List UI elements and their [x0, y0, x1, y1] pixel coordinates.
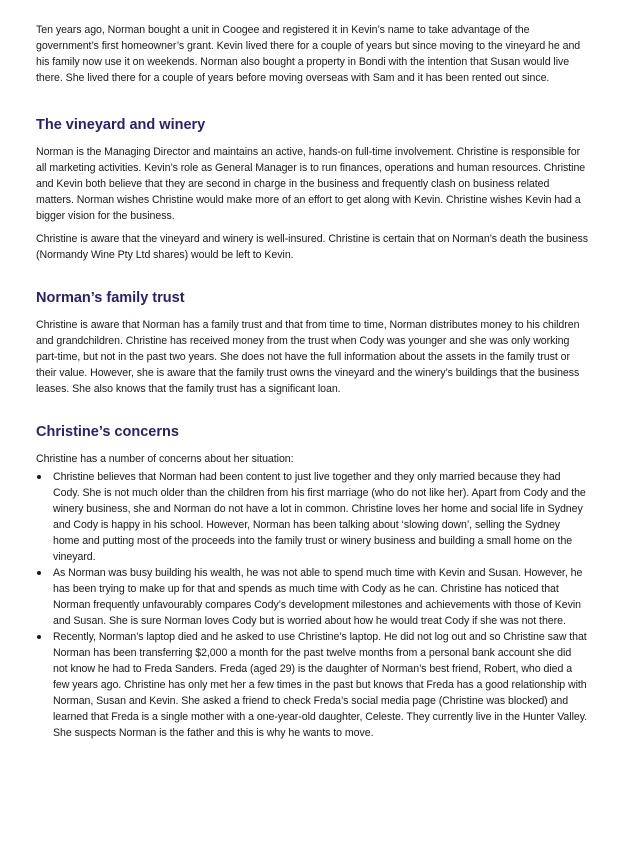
bullet-icon: [37, 571, 41, 575]
list-item: [36, 565, 588, 629]
concern-text: Christine believes that Norman had been content to just live together and they only married because they had Cody. She is not much older than the children from his first marriage (who do not like her). Apart from Cody and the winery business, she and Norman do not have a lot in common. Christine loves her home and social life in Sydney and Cody is happy in his school. However, Norman has been talking about ‘slowing down’, selling the Sydney home and putting most of the proceeds into the family trust or winery business and building a small home on the vineyard.: [53, 471, 586, 563]
list-item: [36, 469, 588, 565]
concerns-intro: Christine has a number of concerns about her situation:: [36, 453, 294, 465]
concerns-heading: Christine’s concerns: [36, 424, 179, 440]
document-page: [36, 22, 588, 741]
bullet-icon: [37, 475, 41, 479]
trust-heading: Norman’s family trust: [36, 290, 185, 306]
bullet-icon: [37, 635, 41, 639]
vineyard-paragraph-1: Norman is the Managing Director and maintains an active, hands-on full-time involvement. Christine is responsible for all marketing activities. Kevin’s role as General Manager is to run finances, operations and human resources. Christine and Kevin both believe that they are second in charge in the business and frequently clash on business related matters. Norman wishes Christine would make more of an effort to get along with Kevin. Christine wishes Kevin had a bigger vision for the business.: [36, 146, 586, 222]
concern-text: Recently, Norman’s laptop died and he asked to use Christine’s laptop. He did not log out and so Christine saw that Norman has been transferring $2,000 a month for the past twelve months from a personal bank account she did not know he had to Freda Sanders. Freda (aged 29) is the daughter of Norman’s best friend, Robert, who died a few years ago. Christine has only met her a few times in the past but knows that Freda has a good relationship with Norman, Susan and Kevin. She asked a friend to check Freda’s social media page (Christine was blocked) and learned that Freda is a single mother with a one-year-old daughter, Celeste. They currently live in the Hunter Valley. She suspects Norman is the father and this is why he wants to move.: [53, 631, 588, 739]
list-item: [36, 629, 588, 741]
concern-text: As Norman was busy building his wealth, he was not able to spend much time with Kevin and Susan. However, he has been trying to make up for that and spends as much time with Cody as he can. Christine has noticed that Norman frequently unfavourably compares Cody’s development milestones and achievements with those of Kevin and Susan. She is sure Norman loves Cody but is worried about how he would treat Cody if she was not there.: [53, 567, 583, 627]
vineyard-paragraph-2: Christine is aware that the vineyard and winery is well-insured. Christine is certain that on Norman’s death the business (Normandy Wine Pty Ltd shares) would be left to Kevin.: [36, 233, 588, 261]
concerns-list: [36, 469, 588, 741]
vineyard-heading: The vineyard and winery: [36, 117, 206, 133]
intro-paragraph: Ten years ago, Norman bought a unit in Coogee and registered it in Kevin’s name to take advantage of the government’s first homeowner’s grant. Kevin lived there for a couple of years but since moving to the vineyard he and his family now use it on weekends. Norman also bought a property in Bondi with the intention that Susan would live there. She lived there for a couple of years before moving overseas with Sam and it has been rented out since.: [36, 24, 581, 84]
trust-paragraph: Christine is aware that Norman has a family trust and that from time to time, Norman distributes money to his children and grandchildren. Christine has received money from the trust when Cody was younger and she was only working part-time, but not in the past two years. She does not have the full information about the assets in the family trust or their value. However, she is aware that the family trust owns the vineyard and the winery’s buildings that the business leases. She also knows that the family trust has a significant loan.: [36, 319, 580, 395]
